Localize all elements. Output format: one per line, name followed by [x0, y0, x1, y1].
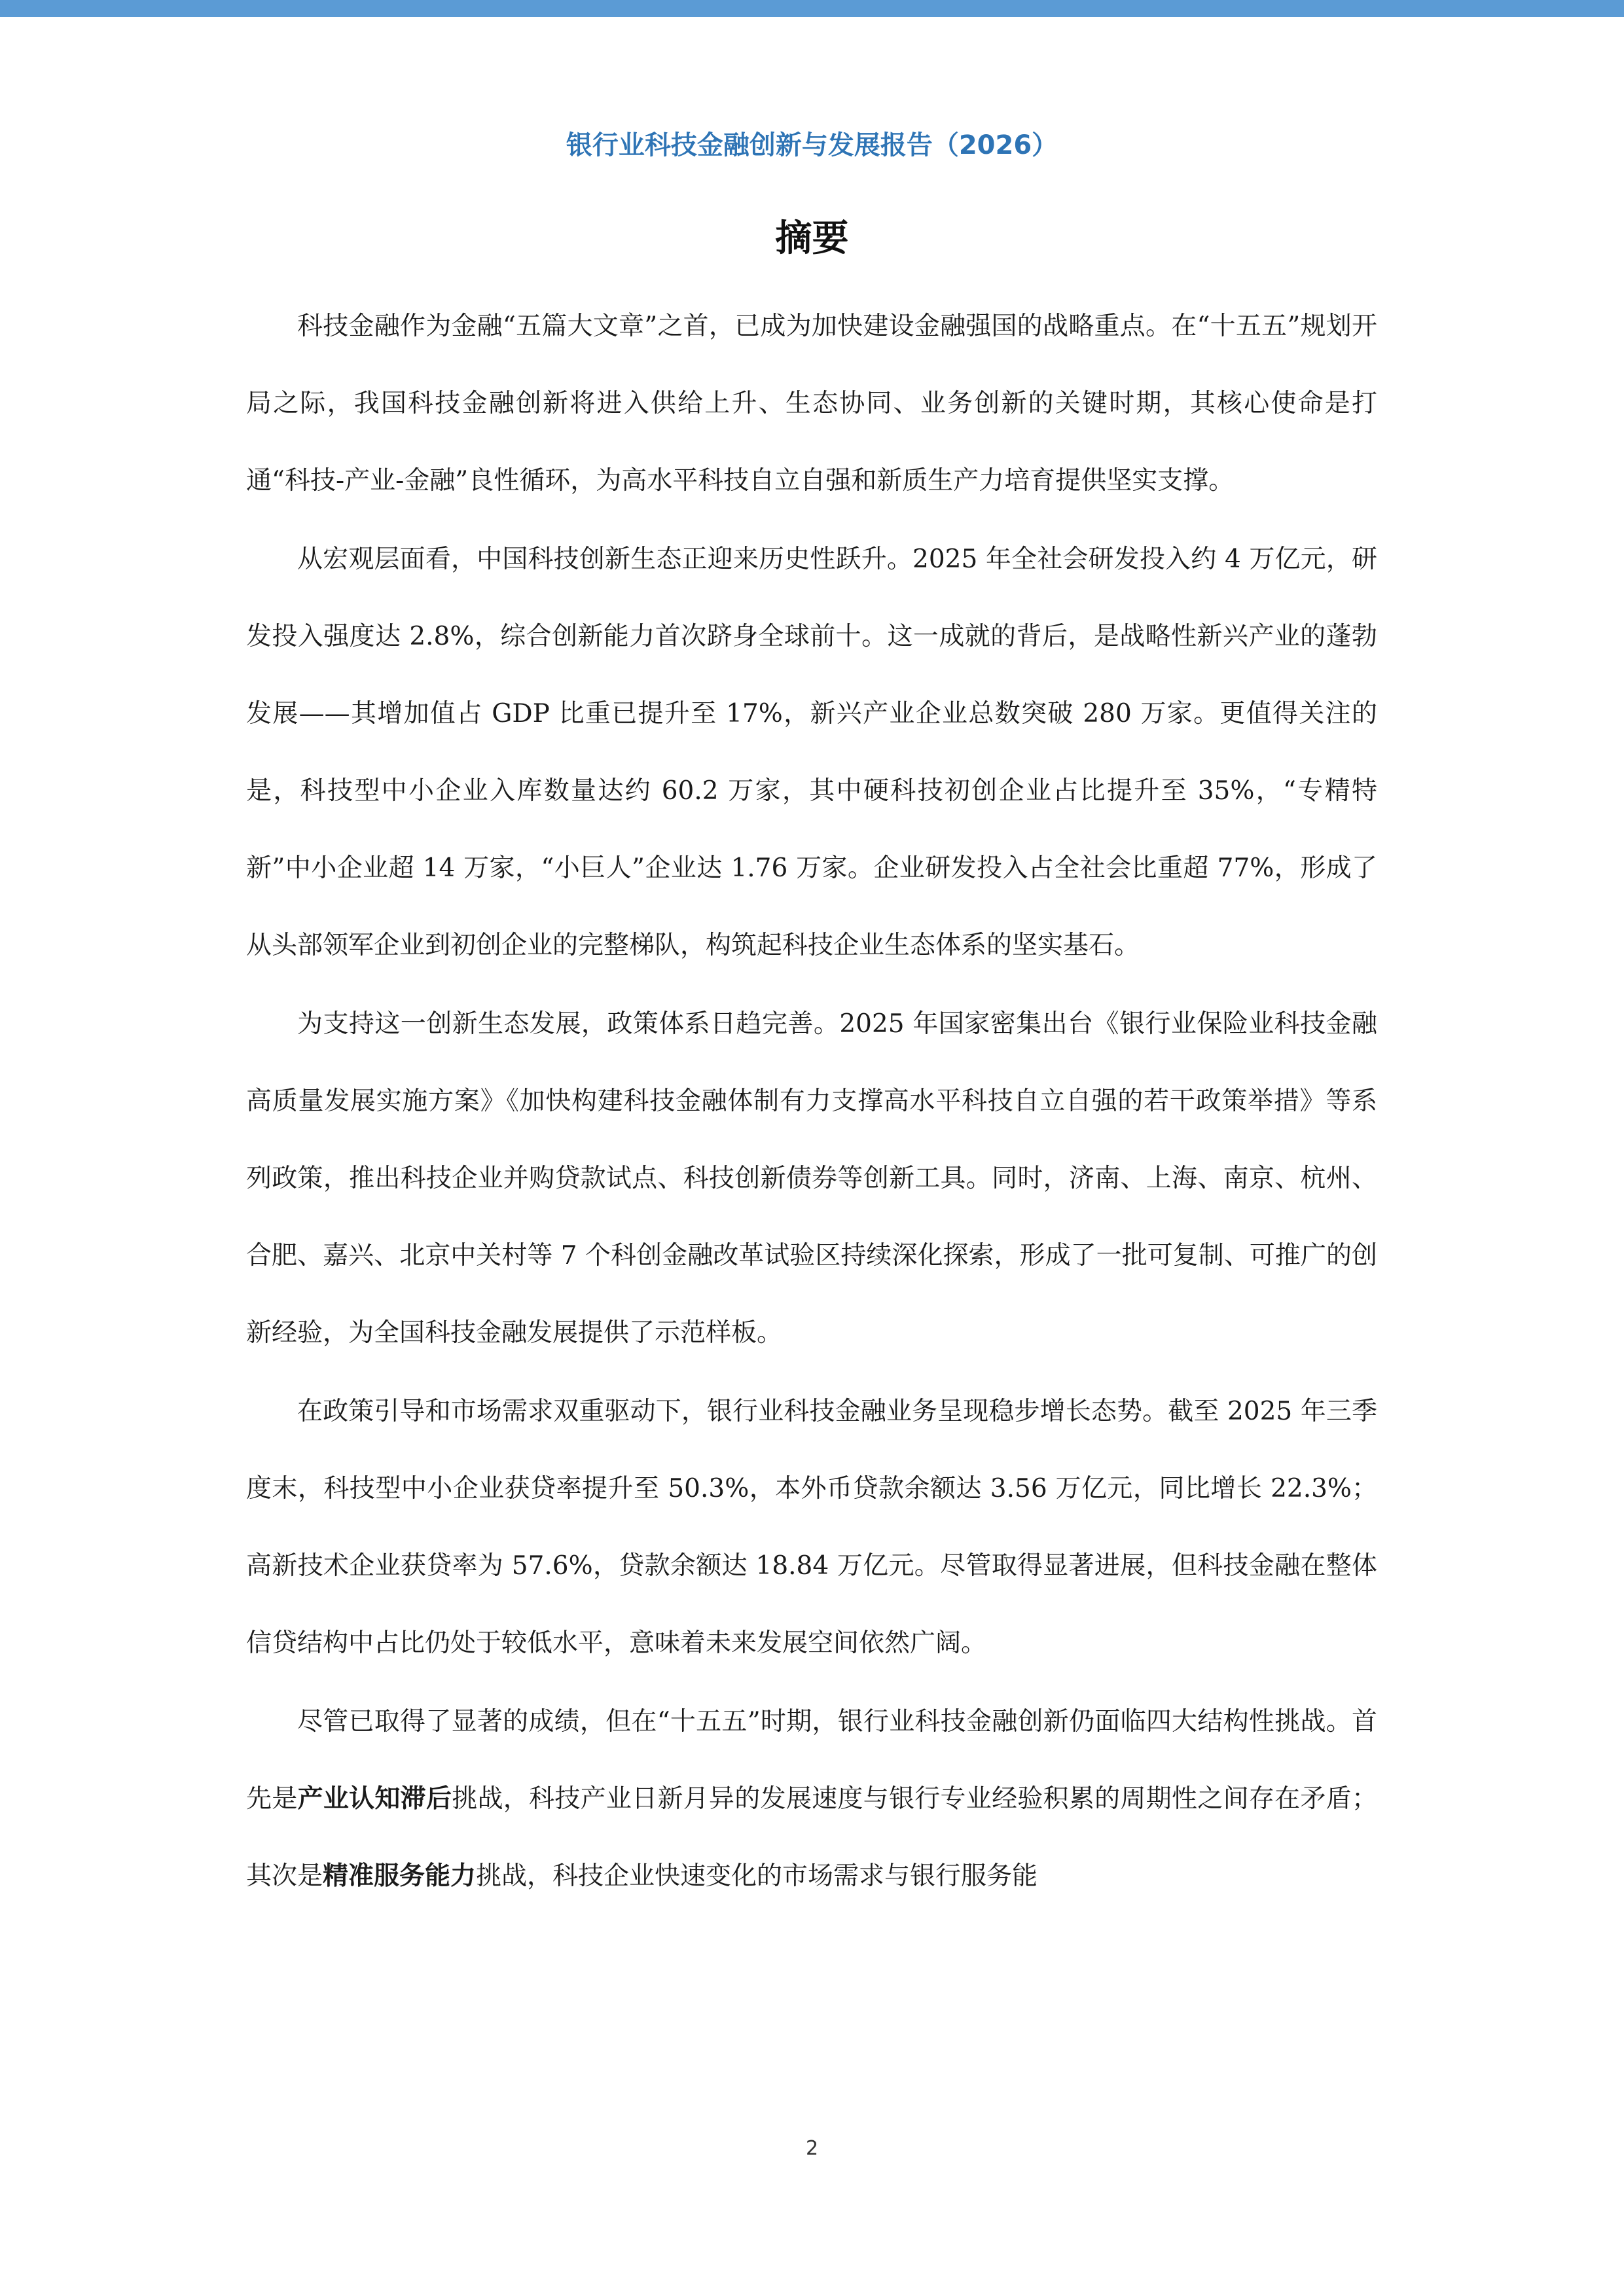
page-number: 2 [805, 2137, 819, 2160]
challenge-precise-service: 精准服务能力 [323, 1861, 477, 1891]
report-title: 银行业科技金融创新与发展报告（2026） [566, 130, 1058, 160]
paragraph-challenges [246, 1683, 1377, 1915]
paragraph-business: 在政策引导和市场需求双重驱动下，银行业科技金融业务呈现稳步增长态势。截至 2025 年三季度末，科技型中小企业获贷率提升至 50.3%，本外币贷款余额达 3.56 万亿元，同比增长 22.3%；高新技术企业获贷率为 57.6%，贷款余额达 18.84 万亿元。尽管取得显著进展，但科技金融在整体信贷结构中占比仍处于较低水平，意味着未来发展空间依然广阔。 [246, 1397, 1377, 1658]
challenge-industry-cognition: 产业认知滞后 [297, 1784, 452, 1814]
paragraph-intro: 科技金融作为金融“五篇大文章”之首，已成为加快建设金融强国的战略重点。在“十五五”规划开局之际，我国科技金融创新将进入供给上升、生态协同、业务创新的关键时期，其核心使命是打通“科技-产业-金融”良性循环，为高水平科技自立自强和新质生产力培育提供坚实支撑。 [246, 312, 1377, 495]
challenges-text-tail: 挑战，科技企业快速变化的市场需求与银行服务能 [476, 1861, 1038, 1891]
top-accent-bar [0, 0, 1624, 17]
challenges-text-middle: 挑战，科技产业日新月异的发展速度与银行专业经验积累的周期性之间存在矛盾；其次是 [246, 1784, 1377, 1891]
body-text [246, 288, 1377, 2081]
challenges-text-lead: 尽管已取得了显著的成绩，但在“十五五”时期，银行业科技金融创新仍面临四大结构性挑战。首先是 [246, 1707, 1377, 1814]
paragraph-macro: 从宏观层面看，中国科技创新生态正迎来历史性跃升。2025 年全社会研发投入约 4 万亿元，研发投入强度达 2.8%，综合创新能力首次跻身全球前十。这一成就的背后，是战略性新兴产业的蓬勃发展——其增加值占 GDP 比重已提升至 17%，新兴产业企业总数突破 280 万家。更值得关注的是，科技型中小企业入库数量达约 60.2 万家，其中硬科技初创企业占比提升至 35%，“专精特新”中小企业超 14 万家，“小巨人”企业达 1.76 万家。企业研发投入占全社会比重超 77%，形成了从头部领军企业到初创企业的完整梯队，构筑起科技企业生态体系的坚实基石。 [246, 545, 1377, 960]
section-title: 摘要 [775, 217, 849, 260]
paragraph-policy: 为支持这一创新生态发展，政策体系日趋完善。2025 年国家密集出台《银行业保险业科技金融高质量发展实施方案》《加快构建科技金融体制有力支撑高水平科技自立自强的若干政策举措》等系列政策，推出科技企业并购贷款试点、科技创新债券等创新工具。同时，济南、上海、南京、杭州、合肥、嘉兴、北京中关村等 7 个科创金融改革试验区持续深化探索，形成了一批可复制、可推广的创新经验，为全国科技金融发展提供了示范样板。 [246, 1009, 1377, 1348]
